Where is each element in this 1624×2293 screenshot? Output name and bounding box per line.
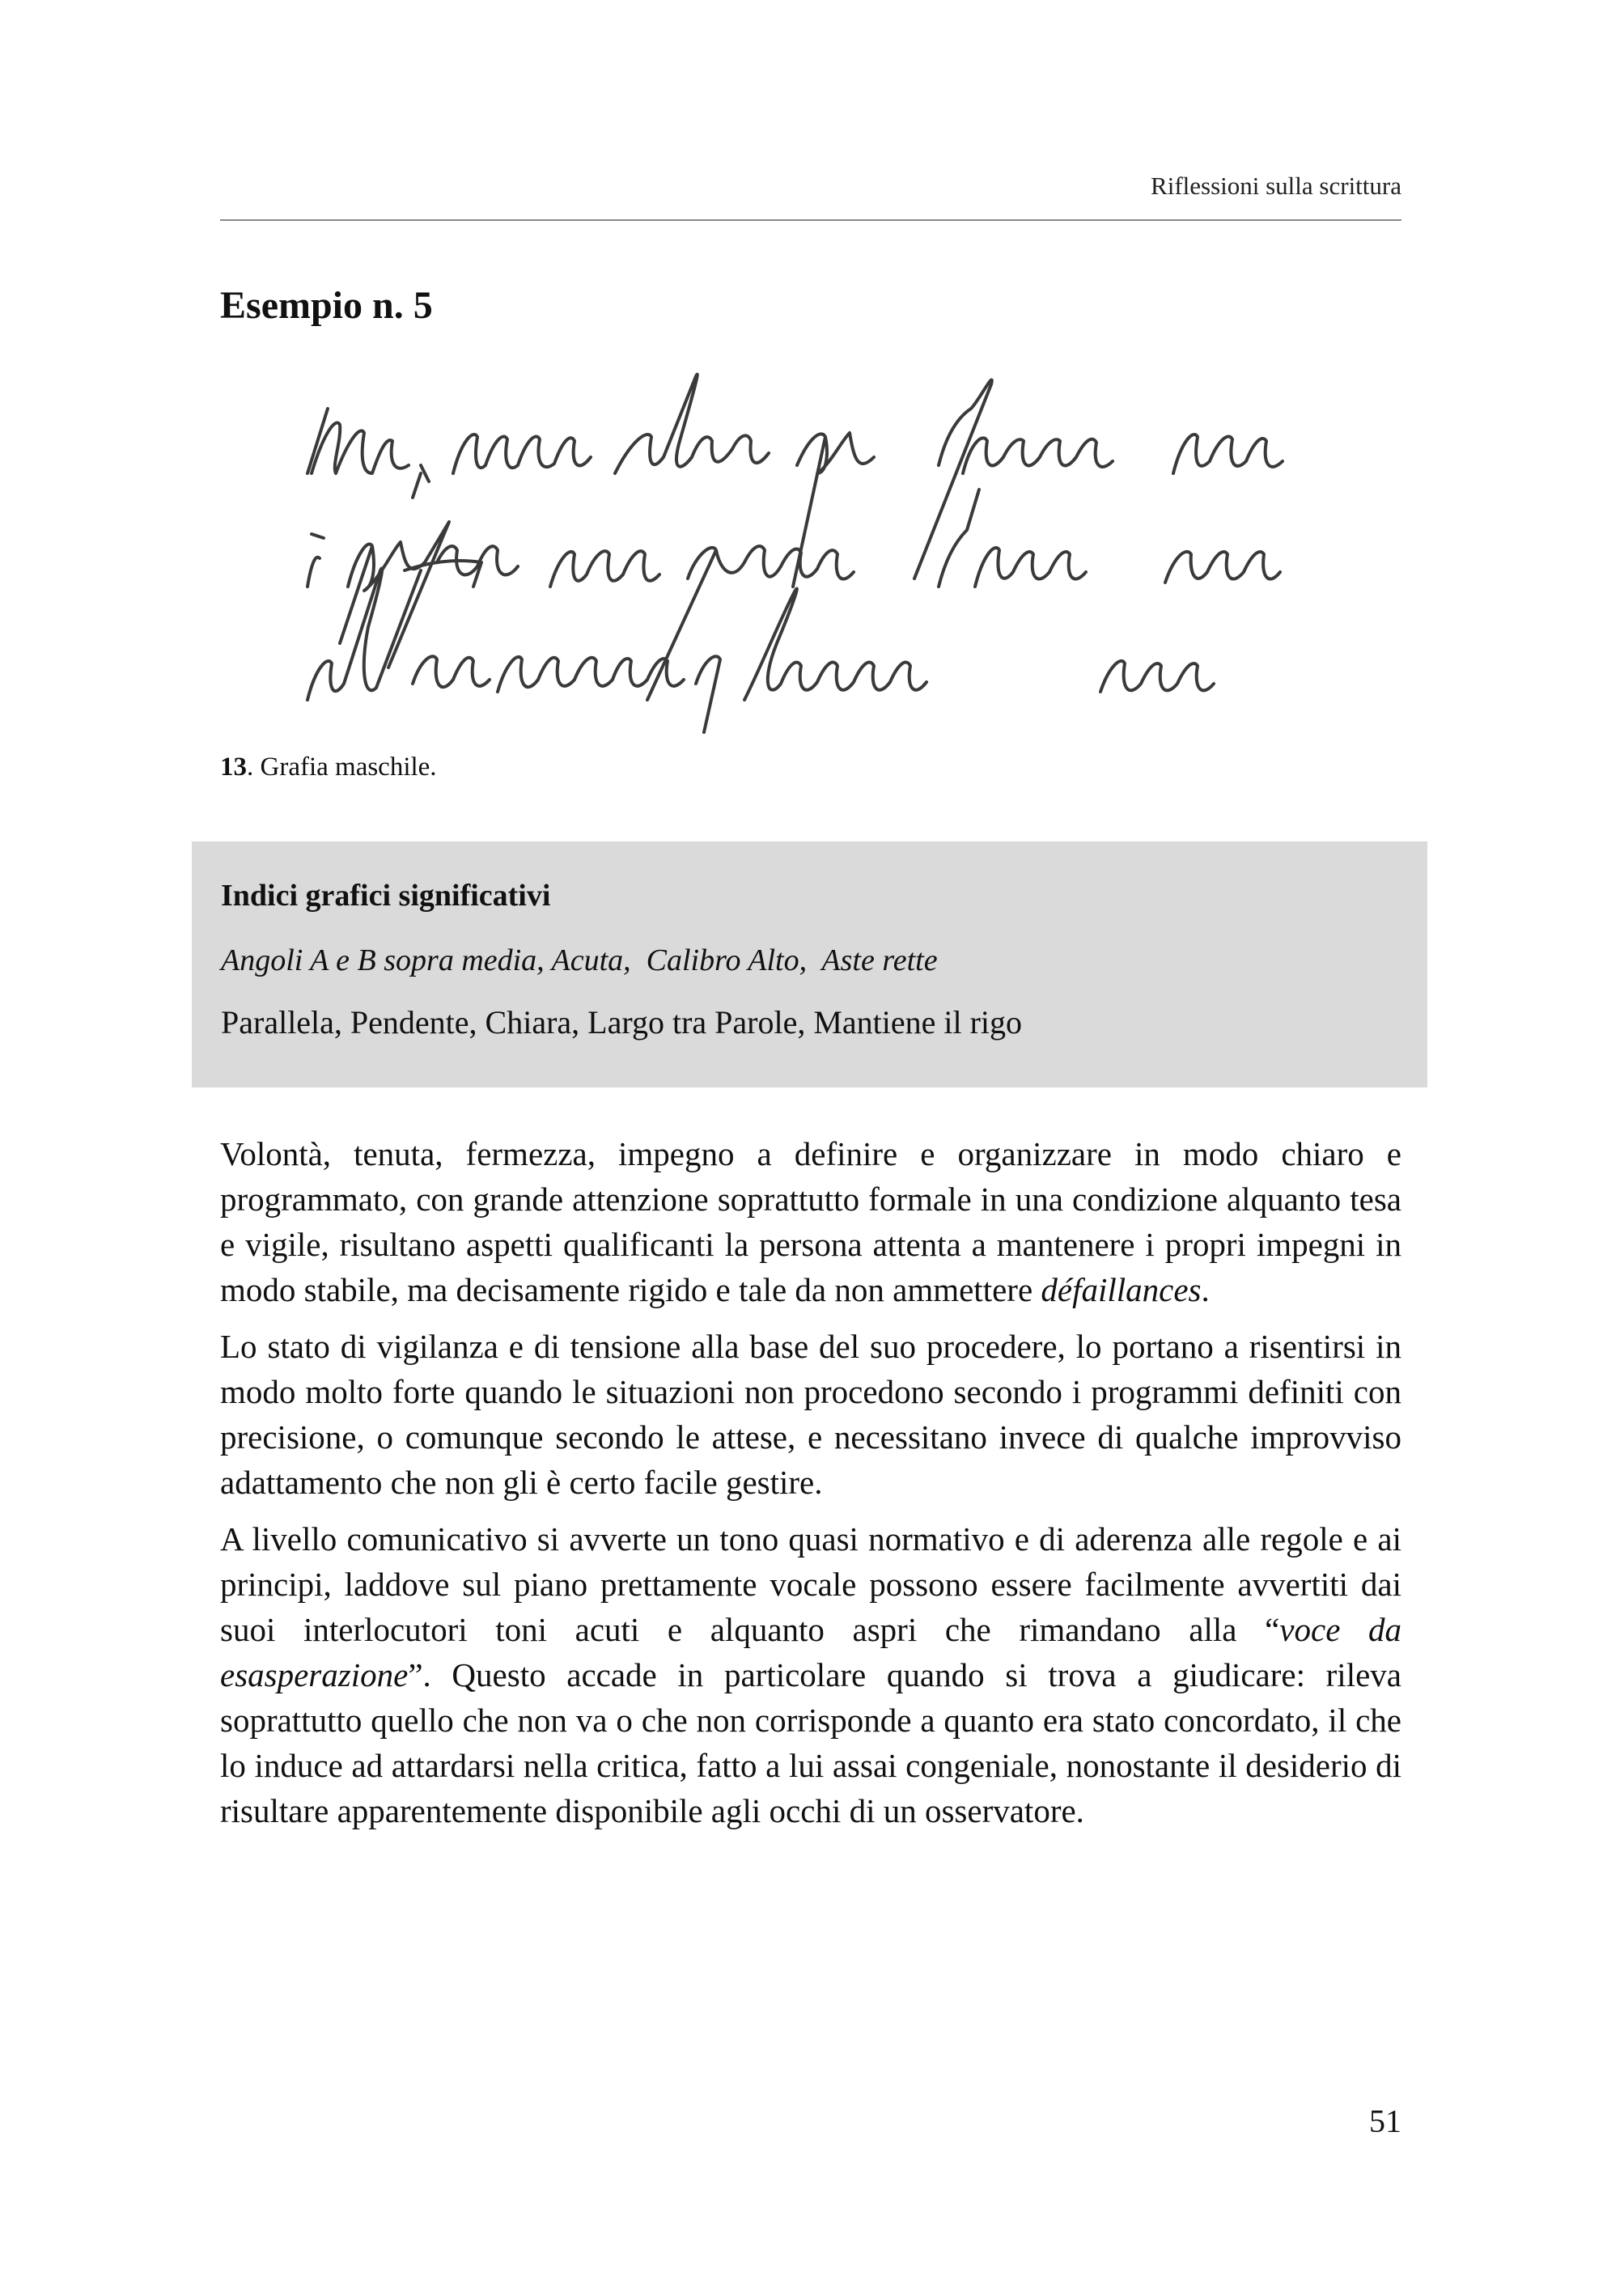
handwriting-sample-image (291, 360, 1327, 740)
caption-number: 13 (220, 752, 247, 782)
figure-caption (220, 752, 437, 782)
paragraph-3: A livello comunicativo si avverte un tono quasi normativo e di aderenza alle regole e ai principi, laddove sul piano prettamente vocale possono essere facilmente avvertiti dai suoi interlocutori toni acuti e alquanto aspri che rimandano alla “voce da esasperazione”. Questo accade in particolare quando si trova a giudicare: rileva soprattutto quello che non va o che non corrisponde a quanto era stato concordato, il che lo induce ad attardarsi nella critica, fatto a lui assai congeniale, nonostante il desiderio di risultare apparentemente disponibile agli occhi di un osservatore. (220, 1520, 1402, 1829)
handwriting-line-3 (307, 561, 1214, 732)
paragraph-2: Lo stato di vigilanza e di tensione alla base del suo procedere, lo portano a risentirsi in modo molto forte quando le situazioni non procedono secondo i programmi definiti con precisione, o comunque secondo le attese, e necessitano invece di qualche improvviso adattamento che non gli è certo facile gestire. (220, 1328, 1401, 1501)
handwriting-line-1 (307, 375, 1283, 587)
example-title: Esempio n. 5 (220, 284, 433, 327)
caption-text: . Grafia maschile. (247, 752, 437, 782)
indici-italic-line: Angoli A e B sopra media, Acuta, Calibro Alto, Aste rette (221, 943, 938, 977)
italic-quote: voce da esasperazione (220, 1611, 1402, 1693)
header-rule (220, 219, 1401, 221)
indici-grafici-box (192, 841, 1427, 1087)
page-number: 51 (1369, 2103, 1401, 2139)
indici-plain-line: Parallela, Pendente, Chiara, Largo tra Parole, Mantiene il rigo (221, 1004, 1023, 1041)
paragraph-1: Volontà, tenuta, fermezza, impegno a definire e organizzare in modo chiaro e programmato, con grande attenzione soprattutto formale in una condizione alquanto tesa e vigile, risultano aspetti qualificanti la persona attenta a mantenere i propri impegni in modo stabile, ma decisamente rigido e tale da non ammettere défaillances. (220, 1135, 1401, 1308)
italic-term: défaillances (1041, 1271, 1202, 1308)
indici-title: Indici grafici significativi (221, 879, 551, 913)
body-text (220, 1131, 1401, 1845)
running-header: Riflessioni sulla scrittura (1151, 172, 1401, 200)
